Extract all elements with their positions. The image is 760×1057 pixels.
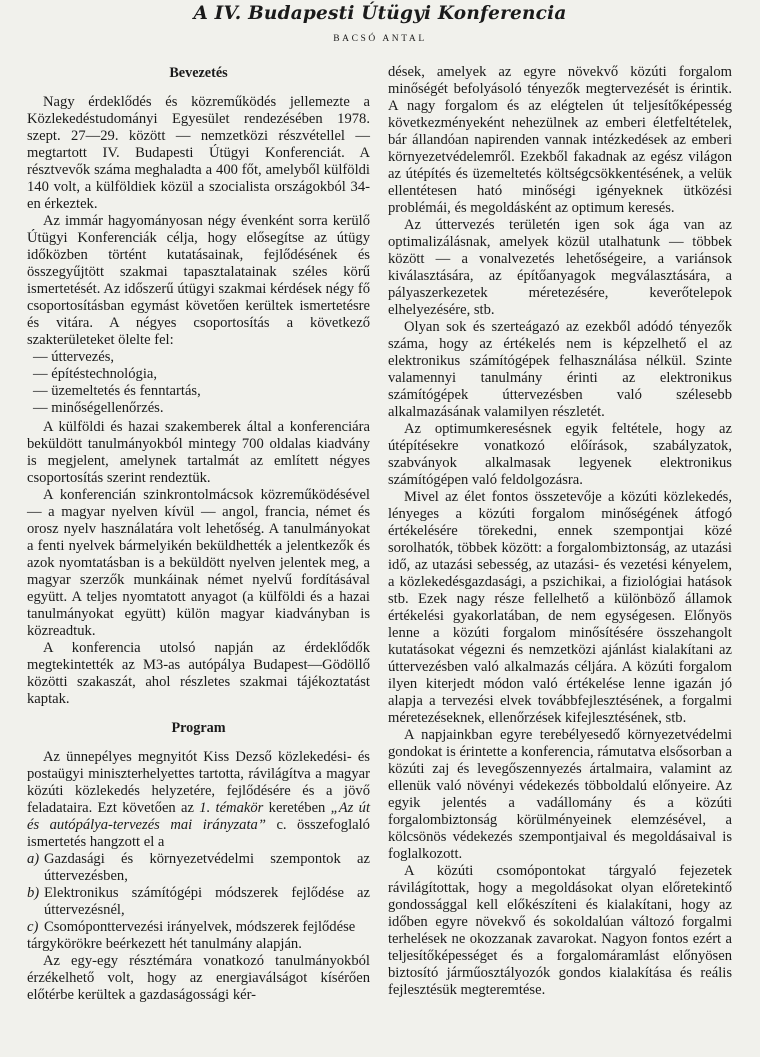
- paragraph: A konferencia utolsó napján az érdeklődők megtekintették az M3-as autópálya Budapest—Gödöllő közötti szakaszát, ahol részletes szakmai tájékoztatást kaptak.: [27, 640, 370, 707]
- list-item: [27, 885, 370, 919]
- paragraph: A konferencián szinkrontolmácsok közreműködésével — a magyar nyelven kívül — angol, francia, német és orosz nyelv használatára volt lehetőség. A tanulmányokat a fenti nyelvek bármelyikén beküldhették a jelentkezők és azok nyomtatásban is a beküldött nyelven jelentek meg, a magyar szerzők munkáinak német nyelvű fordításával együtt. A teljes nyomtatott anyagot (a külföldi és a hazai tanulmányokat együtt) külön magyar kiadványban is közreadtuk.: [27, 487, 370, 639]
- author-name: BACSÓ ANTAL: [333, 34, 427, 44]
- topic-item: — építéstechnológia,: [33, 366, 158, 382]
- paragraph: dések, amelyek az egyre növekvő közúti forgalom minőségét befolyásoló tényezők megtervezését is érintik. A nagy forgalom és az elégtelen út teljesítőképesség következményeként nehezülnek az emberi életfeltételek, bár állandóan napirenden vannak intézkedések az emberi környezetvédelemről. Ezekből fakadnak az egész világon az útépítés és üzemeltetés költségcsökkentésének, a velük ellentétesen ható minőségi igényeknek ütközési problémái, és megoldásként az optimum keresés.: [388, 64, 732, 216]
- paragraph: Az egy-egy résztémára vonatkozó tanulmányokból érzékelhető volt, hogy az energiaválságot kísérően előtérbe kerültek a gazdaságossági kér-: [27, 953, 370, 1003]
- paragraph: Mivel az élet fontos összetevője a közúti közlekedés, lényeges a közúti forgalom minőségének átfogó értékelésére törekedni, ennek szempontjai közé sorolhatók, többek között: a forgalombiztonság, az utazási idő, az utazási sebesség, az utazási- és vezetési kényelem, a közlekedésgazdasági, a pszichikai, a fiziológiai hatások stb. Ezek nagy része fellelhető a különböző államok értékelési gyakorlatában, de nem egységesen. Előnyös lenne a közúti forgalom minősítésére összehangolt kutatásokat végezni és nemzetközi ajánlást kialakítani az úttervezésben való alkalmazás céljára. A közúti forgalom ilyen kiterjedt módon való értékelése lenne igazán jó alapja a tervezési elvek továbbfejlesztésének, a forgalmi méretezéseknek, ellenőrzések kifejlesztésének, stb.: [388, 489, 732, 726]
- paragraph: Olyan sok és szerteágazó az ezekből adódó tényezők száma, hogy az értékelés nem is képzelhető el az elektronikus számítógépek felhasználása nélkül. Szinte valamennyi tanulmány érinti az elektronikus számítógépek úttervezésben való szélesebb alkalmazásának valamilyen részletét.: [388, 319, 732, 420]
- paragraph: A napjainkban egyre terebélyesedő környezetvédelmi gondokat is érintette a konferencia, rámutatva elsősorban a közúti zaj és levegőszennyezés ártalmaira, valamint az ellenük való növényi védekezés többoldalú előnyeire. Az egyik jelentés a vadállomány és a közúti forgalombiztonság körülményeinek elemzésével, a kölcsönös védekezés szempontjaival és megoldásaival is foglalkozott.: [388, 727, 732, 862]
- list-marker: b): [27, 885, 40, 901]
- paragraph-text: keretében: [268, 800, 326, 816]
- article-title: A IV. Budapesti Útügyi Konferencia: [193, 3, 567, 24]
- list-item: [27, 851, 370, 885]
- paragraph: A közúti csomópontokat tárgyaló fejezetek rávilágítottak, hogy a megoldásokat olyan előretekintő gondossággal kell előkészíteni és kialakítani, hogy az időben egyre növekvő és sokoldalúan változó forgalmi terhelések ne okozzanak zavarokat. Nagyon fontos ezért a teljesítőképességet és a forgalomáramlást előnyösen biztosító járműosztályozók gondos kialakítása és reális fejlesztésük megteremtése.: [388, 863, 732, 998]
- list-text: Elektronikus számítógépi módszerek fejlődése az úttervezésnél,: [44, 885, 370, 918]
- list-item: [27, 919, 370, 936]
- list-text: Gazdasági és környezetvédelmi szempontok az úttervezésben,: [44, 851, 370, 884]
- list-marker: a): [27, 851, 40, 867]
- left-column: [27, 55, 370, 1004]
- paragraph: Az immár hagyományosan négy évenként sorra kerülő Útügyi Konferenciák célja, hogy elősegítse az útügy időközben történt kutatásainak, fejlődésének és összegyűjtött szakmai tapasztalatainak széles körű ismertetését. Az időszerű útügyi szakmai kérdések négy fő csoportosításban egymást követően kerültek ismertetésre és vitára. A négyes csoportosítás a következő szakterületeket ölelte fel:: [27, 213, 370, 348]
- paragraph: Az optimumkeresésnek egyik feltétele, hogy az útépítésekre vonatkozó előírások, szabályzatok, szabványok alkalmasak legyenek elektronikus számítógépen való feldolgozásra.: [388, 421, 732, 488]
- paragraph: [27, 749, 370, 851]
- paragraph-text: c. összefoglaló ismertetés hangzott el a: [27, 817, 370, 850]
- list-marker: c): [27, 919, 39, 935]
- paragraph: tárgykörökre beérkezett hét tanulmány alapján.: [27, 936, 302, 952]
- paragraph-text: Az ünnepélyes megnyitót Kiss Dezső közlekedési- és postaügyi miniszterhelyettes tartotta, rávilágítva a magyar közúti közlekedés helyzetére, fejlődésére és a jövő feladataira. Ezt követően az: [27, 749, 370, 816]
- topic-item: — úttervezés,: [33, 349, 115, 365]
- section-heading-intro: Bevezetés: [169, 65, 228, 81]
- paragraph: A külföldi és hazai szakemberek által a konferenciára beküldött tanulmányokból mintegy 700 oldalas kiadvány is megjelent, amelynek tartalmát az említett négyes csoportosítás szerint rendeztük.: [27, 419, 370, 486]
- paragraph: Az úttervezés területén igen sok ága van az optimalizálásnak, amelyek közül utalhatunk — többek között — a vonalvezetés lehetőségeire, a variánsok kiválasztására, az építőanyagok megválasztására, a pályaszerkezetek méretezésére, keverőtelepok elhelyezésére, stb.: [388, 217, 732, 318]
- topic-item: — üzemeltetés és fenntartás,: [33, 383, 201, 399]
- theme-ref: 1. témakör: [199, 800, 264, 816]
- list-text: Csomóponttervezési irányelvek, módszerek fejlődése: [44, 919, 356, 935]
- topic-item: — minőségellenőrzés.: [33, 400, 164, 416]
- paragraph: Nagy érdeklődés és közreműködés jellemezte a Közlekedéstudományi Egyesület rendezésében 1978. szept. 27—29. között — nemzetközi részvétellel — megtartott IV. Budapesti Útügyi Konferenciát. A résztvevők száma meghaladta a 400 főt, amelyből külföldi 140 volt, a külföldiek közül a szocialista országokból 34-en érkeztek.: [27, 94, 370, 212]
- lecture-title: „Az út és autópálya-tervezés mai irányzata”: [27, 800, 371, 833]
- right-column: [388, 64, 732, 999]
- section-heading-program: Program: [171, 720, 226, 736]
